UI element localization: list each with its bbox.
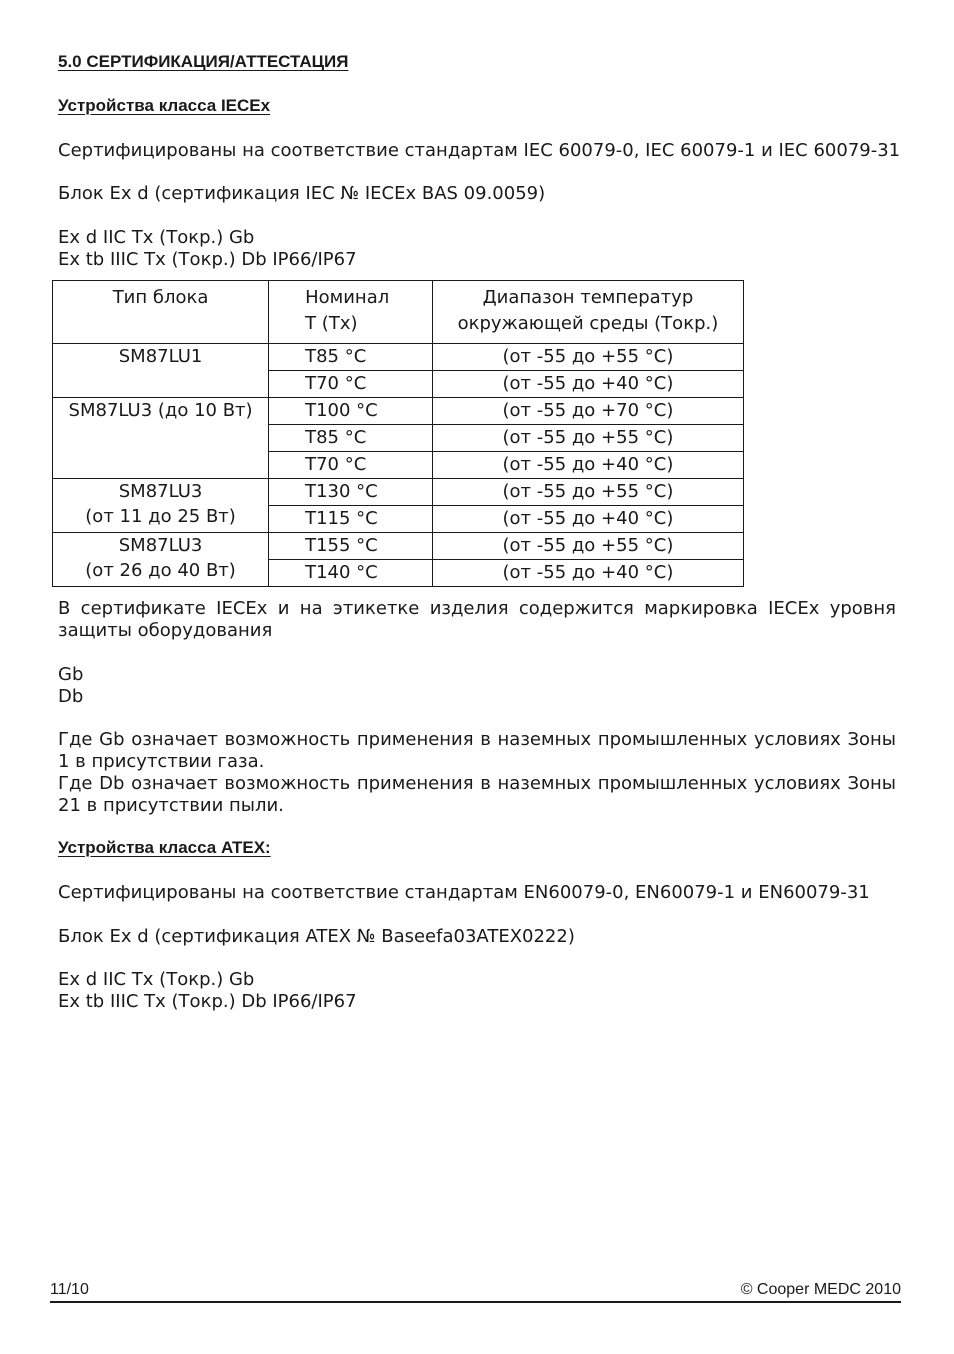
gb-description: Где Gb означает возможность применения в наземных промышленных условиях Зоны 1 в присутствии газа. [58, 729, 896, 772]
cell-rating: T130 °C [269, 479, 433, 506]
cell-temperature-range: (от -55 до +55 °C) [432, 425, 743, 452]
cell-rating: T70 °C [269, 371, 433, 398]
header-rating-line-1: Номинал [305, 287, 390, 308]
cell-rating: T70 °C [269, 452, 433, 479]
header-type-label: Тип блока [112, 287, 209, 308]
cell-temperature-range: (от -55 до +40 °C) [432, 452, 743, 479]
cell-rating: T115 °C [269, 506, 433, 533]
cell-rating: T85 °C [269, 344, 433, 371]
iecex-block-cert: Блок Ex d (сертификация IEC № IECEx BAS 09.0059) [58, 183, 546, 204]
epl-gb: Gb [58, 664, 84, 685]
cell-rating: T155 °C [269, 533, 433, 560]
page-number: 11/10 [50, 1281, 89, 1298]
epl-note: В сертификате IECEx и на этикетке изделия содержится маркировка IECEx уровня защиты оборудования [58, 598, 896, 641]
block-type-line: SM87LU3 [118, 535, 203, 556]
block-type-line: (от 26 до 40 Вт) [85, 560, 236, 581]
header-range-line-2: окружающей среды (Tокр.) [457, 313, 719, 334]
iecex-heading: Устройства класса IECEx [58, 96, 271, 115]
cell-temperature-range: (от -55 до +40 °C) [432, 560, 743, 587]
block-type-line: SM87LU3 [118, 481, 203, 502]
block-type-line: (от 11 до 25 Вт) [85, 506, 236, 527]
header-range-line-1: Диапазон температур [482, 287, 694, 308]
table-row [53, 344, 744, 371]
cell-rating: T140 °C [269, 560, 433, 587]
atex-block-cert: Блок Ex d (сертификация ATEX № Baseefa03ATEX0222) [58, 926, 575, 947]
atex-marking-2: Ex tb IIIC Tx (Tокр.) Db IP66/IP67 [58, 991, 357, 1012]
atex-marking-1: Ex d IIC Tx (Tокр.) Gb [58, 969, 255, 990]
atex-standards: Сертифицированы на соответствие стандартам EN60079-0, EN60079-1 и EN60079-31 [58, 882, 870, 903]
temperature-table [52, 280, 744, 587]
cell-block-type [53, 398, 269, 479]
header-range [432, 281, 743, 344]
iecex-marking-1: Ex d IIC Tx (Tокр.) Gb [58, 227, 255, 248]
cell-block-type [53, 479, 269, 533]
cell-temperature-range: (от -55 до +55 °C) [432, 344, 743, 371]
cell-temperature-range: (от -55 до +70 °C) [432, 398, 743, 425]
table-row [53, 398, 744, 425]
cell-block-type [53, 344, 269, 398]
cell-temperature-range: (от -55 до +55 °C) [432, 479, 743, 506]
header-rating [269, 281, 433, 344]
footer-divider [50, 1301, 901, 1303]
cell-rating: T85 °C [269, 425, 433, 452]
cell-rating: T100 °C [269, 398, 433, 425]
block-type-line: SM87LU3 (до 10 Вт) [68, 400, 253, 421]
epl-db: Db [58, 686, 84, 707]
table-row [53, 533, 744, 560]
table-header-row [53, 281, 744, 344]
cell-block-type [53, 533, 269, 587]
cell-temperature-range: (от -55 до +55 °C) [432, 533, 743, 560]
cell-temperature-range: (от -55 до +40 °C) [432, 371, 743, 398]
table-row [53, 479, 744, 506]
section-title: 5.0 СЕРТИФИКАЦИЯ/АТТЕСТАЦИЯ [58, 52, 349, 71]
atex-heading: Устройства класса ATEX: [58, 838, 271, 857]
copyright: © Cooper MEDC 2010 [740, 1281, 901, 1298]
iecex-marking-2: Ex tb IIIC Tx (Tокр.) Db IP66/IP67 [58, 249, 357, 270]
cell-temperature-range: (от -55 до +40 °C) [432, 506, 743, 533]
header-type [53, 281, 269, 344]
header-rating-line-2: Т (Тх) [305, 313, 358, 334]
block-type-line: SM87LU1 [118, 346, 203, 367]
db-description: Где Db означает возможность применения в наземных промышленных условиях Зоны 21 в присутствии пыли. [58, 773, 896, 816]
iecex-standards: Сертифицированы на соответствие стандартам IEC 60079-0, IEC 60079-1 и IEC 60079-31 [58, 140, 901, 161]
